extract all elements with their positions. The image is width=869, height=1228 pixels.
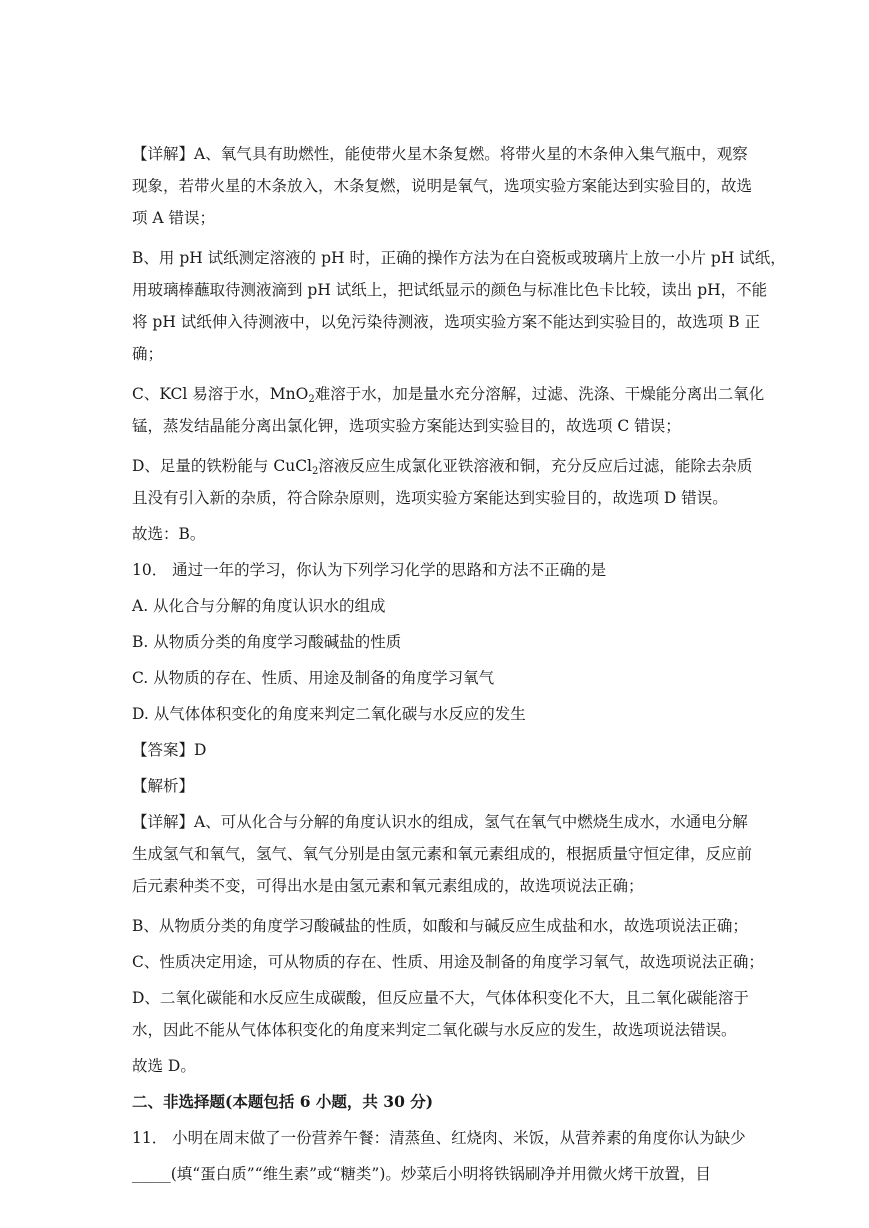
detail-c-line: C、性质决定用途，可从物质的存在、性质、用途及制备的角度学习氧气，故选项说法正确；: [132, 953, 764, 971]
detail-d-line-1: D、二氧化碳能和水反应生成碳酸，但反应量不大，气体体积变化不大，且二氧化碳能溶于: [132, 989, 749, 1007]
option-a: A. 从化合与分解的角度认识水的组成: [132, 597, 386, 615]
analysis-label: 【解析】: [132, 777, 195, 795]
detail-a-line-2: 生成氢气和氧气，氢气、氧气分别是由氢元素和氧元素组成的，根据质量守恒定律，反应前: [132, 845, 753, 863]
option-b: B. 从物质分类的角度学习酸碱盐的性质: [132, 633, 402, 651]
explanation-c-line-2: 锰，蒸发结晶能分离出氯化钾，选项实验方案能达到实验目的，故选项 C 错误；: [132, 417, 681, 435]
explanation-line-1: 【详解】A、氧气具有助燃性，能使带火星木条复燃。将带火星的木条伸入集气瓶中，观察: [132, 145, 748, 163]
explanation-d-text-pre: D、足量的铁粉能与 CuCl: [132, 457, 313, 475]
option-d: D. 从气体体积变化的角度来判定二氧化碳与水反应的发生: [132, 705, 526, 723]
answer-choice-10: 故选 D。: [132, 1057, 196, 1075]
question-11-line-2: _____(填“蛋白质”“维生素”或“糖类”)。炒菜后小明将铁锅刷净并用微火烤干放置，目: [132, 1165, 711, 1183]
answer-choice-9: 故选：B。: [132, 525, 206, 543]
explanation-b-line-1: B、用 pH 试纸测定溶液的 pH 时，正确的操作方法为在白瓷板或玻璃片上放一小片 pH 试纸，: [132, 249, 786, 267]
explanation-d-text-post: 溶液反应生成氯化亚铁溶液和铜，充分反应后过滤，能除去杂质: [318, 457, 753, 475]
explanation-d-subscript: 2: [312, 466, 319, 477]
detail-a-line-1: 【详解】A、可从化合与分解的角度认识水的组成，氢气在氧气中燃烧生成水，水通电分解: [132, 813, 748, 831]
question-10-stem: 10． 通过一年的学习，你认为下列学习化学的思路和方法不正确的是: [132, 561, 607, 579]
section-heading: 二、非选择题(本题包括 6 小题，共 30 分): [132, 1092, 434, 1111]
explanation-c-text-post: 难溶于水，加是量水充分溶解，过滤、洗涤、干燥能分离出二氧化: [314, 385, 765, 403]
explanation-line-3: 项 A 错误；: [132, 209, 216, 227]
explanation-c-subscript: 2: [308, 394, 315, 405]
option-c: C. 从物质的存在、性质、用途及制备的角度学习氧气: [132, 669, 495, 687]
explanation-b-line-4: 确；: [132, 345, 164, 363]
detail-a-line-3: 后元素种类不变，可得出水是由氢元素和氧元素组成的，故选项说法正确；: [132, 877, 644, 895]
explanation-d-line-1: [132, 454, 752, 477]
explanation-b-line-2: 用玻璃棒蘸取待测液滴到 pH 试纸上，把试纸显示的颜色与标准比色卡比较，读出 pH，不能: [132, 281, 768, 299]
explanation-c-text-pre: C、KCl 易溶于水，MnO: [132, 385, 309, 403]
question-11-line-1: 11． 小明在周末做了一份营养午餐：清蒸鱼、红烧肉、米饭，从营养素的角度你认为缺少: [132, 1129, 746, 1147]
detail-b-line: B、从物质分类的角度学习酸碱盐的性质，如酸和与碱反应生成盐和水，故选项说法正确；: [132, 917, 748, 935]
explanation-d-line-2: 且没有引入新的杂质，符合除杂原则，选项实验方案能达到实验目的，故选项 D 错误。: [132, 489, 728, 507]
detail-d-line-2: 水，因此不能从气体体积变化的角度来判定二氧化碳与水反应的发生，故选项说法错误。: [132, 1021, 737, 1039]
answer-label: 【答案】D: [132, 741, 207, 759]
explanation-c-line-1: [132, 382, 764, 405]
explanation-b-line-3: 将 pH 试纸伸入待测液中，以免污染待测液，选项实验方案不能达到实验目的，故选项 B 正: [132, 313, 761, 331]
explanation-line-2: 现象，若带火星的木条放入，木条复燃，说明是氧气，选项实验方案能达到实验目的，故选: [132, 177, 753, 195]
